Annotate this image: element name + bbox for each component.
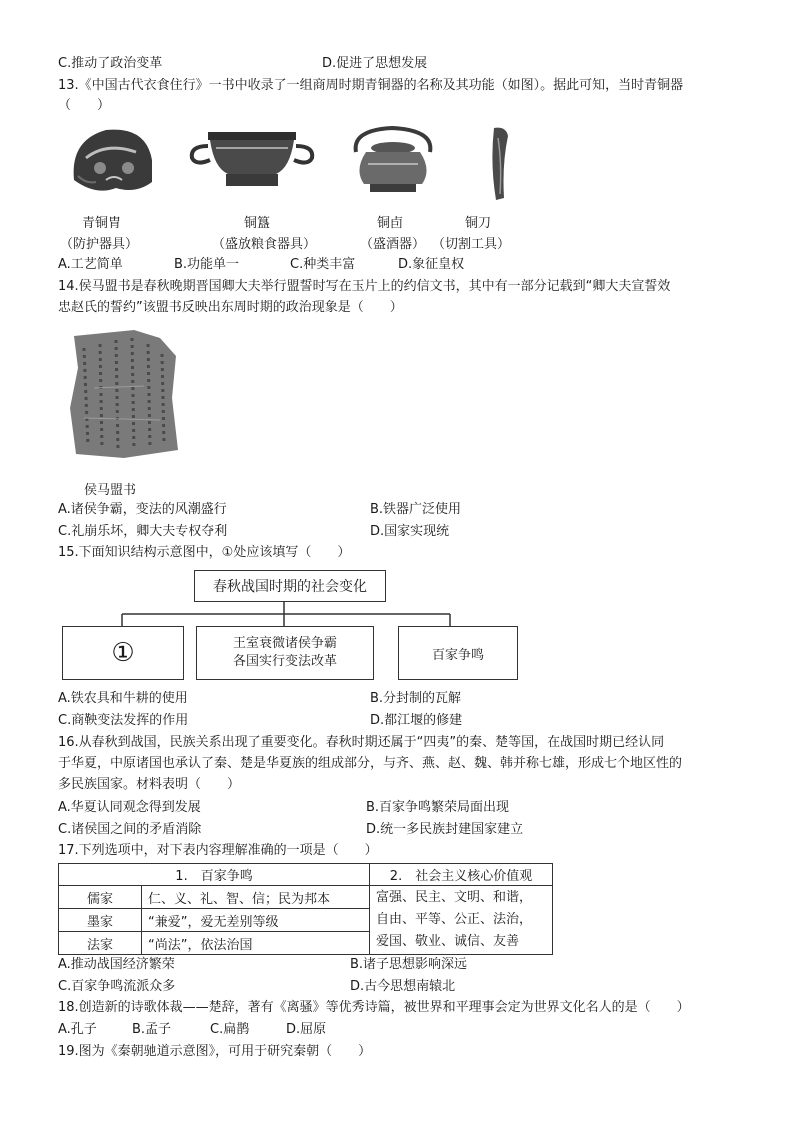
q18-stem: 18.创造新的诗歌体裁——楚辞，著有《离骚》等优秀诗篇，被世界和平理事会定为世界文化名人的是（ ） — [58, 1000, 690, 1015]
q13-option-d: D.象征皇权 — [398, 257, 465, 272]
q17-header-2: 2. 社会主义核心价值观 — [370, 864, 553, 886]
q15-right-box: 百家争鸣 — [398, 626, 518, 680]
q17-school-3: 法家 — [59, 932, 142, 955]
q17-option-c: C.百家争鸣流派众多 — [58, 979, 176, 994]
q15-option-a: A.铁农具和牛耕的使用 — [58, 691, 188, 706]
q13-option-c: C.种类丰富 — [290, 257, 356, 272]
q13-item-name-4: 铜刀 — [465, 216, 492, 231]
bronze-helmet-image — [66, 120, 158, 202]
q15-middle-box-line2: 各国实行变法改革 — [232, 654, 337, 669]
q17-idea-1: 仁、义、礼、智、信；民为邦本 — [142, 886, 370, 909]
q14-option-c: C.礼崩乐坏，卿大夫专权夺利 — [58, 524, 228, 539]
q17-idea-2: “兼爱”，爱无差别等级 — [142, 909, 370, 932]
q15-top-box: 春秋战国时期的社会变化 — [194, 570, 386, 602]
q13-item-use-3: （盛酒器） — [360, 237, 426, 252]
q12-option-d: D.促进了思想发展 — [322, 56, 428, 71]
q14-option-a: A.诸侯争霸，变法的风潮盛行 — [58, 502, 227, 517]
q19-stem: 19.图为《秦朝驰道示意图》，可用于研究秦朝（ ） — [58, 1044, 372, 1059]
q16-stem-line2: 于华夏，中原诸国也承认了秦、楚是华夏族的组成部分，与齐、燕、赵、魏、韩并称七雄，形成七个地区性的 — [58, 756, 683, 771]
q13-item-name-1: 青铜胄 — [82, 216, 122, 231]
q16-stem-line3: 多民族国家。材料表明（ ） — [58, 777, 241, 792]
q18-option-b: B.孟子 — [132, 1022, 172, 1037]
q13-stem-line1: 13.《中国古代衣食住行》一书中收录了一组商周时期青铜器的名称及其功能（如图）。据此可知，当时青铜器 — [58, 78, 684, 93]
q15-option-d: D.都江堰的修建 — [370, 713, 463, 728]
q15-middle-box — [196, 626, 374, 680]
q18-option-d: D.屈原 — [286, 1022, 327, 1037]
q15-left-box-blank: ① — [62, 626, 184, 680]
q17-core-values-cell — [370, 886, 553, 955]
q13-option-b: B.功能单一 — [174, 257, 240, 272]
q17-values-line1: 富强、民主、文明、和谐， — [376, 890, 533, 905]
q17-school-2: 墨家 — [59, 909, 142, 932]
bronze-you-wine-vessel-image — [342, 122, 444, 196]
q16-option-a: A.华夏认同观念得到发展 — [58, 800, 201, 815]
houma-covenant-tablet-image — [64, 328, 184, 460]
q13-item-use-1: （防护器具） — [60, 237, 139, 252]
q17-values-line3: 爱国、敬业、诚信、友善 — [376, 934, 520, 949]
q17-header-1: 1. 百家争鸣 — [59, 864, 370, 886]
q13-stem-line2: （ ） — [58, 98, 111, 113]
q17-option-b: B.诸子思想影响深远 — [350, 957, 468, 972]
q17-stem: 17.下列选项中，对下表内容理解准确的一项是（ ） — [58, 843, 378, 858]
q13-item-name-2: 铜簋 — [244, 216, 271, 231]
q16-option-b: B.百家争鸣繁荣局面出现 — [366, 800, 510, 815]
q17-school-1: 儒家 — [59, 886, 142, 909]
q17-option-a: A.推动战国经济繁荣 — [58, 957, 175, 972]
q15-middle-box-line1: 王室衰微诸侯争霸 — [232, 636, 337, 651]
q13-option-a: A.工艺简单 — [58, 257, 123, 272]
bronze-gui-vessel-image — [186, 128, 318, 192]
q15-option-c: C.商鞅变法发挥的作用 — [58, 713, 189, 728]
q17-option-d: D.古今思想南辕北 — [350, 979, 456, 994]
q13-item-name-3: 铜卣 — [377, 216, 404, 231]
q12-option-c: C.推动了政治变革 — [58, 56, 163, 71]
q17-idea-3: “尚法”，依法治国 — [142, 932, 370, 955]
q16-option-d: D.统一多民族封建国家建立 — [366, 822, 524, 837]
q16-option-c: C.诸侯国之间的矛盾消除 — [58, 822, 202, 837]
q18-option-c: C.扁鹊 — [210, 1022, 250, 1037]
q15-option-b: B.分封制的瓦解 — [370, 691, 462, 706]
q14-option-b: B.铁器广泛使用 — [370, 502, 462, 517]
q17-table — [58, 863, 553, 955]
q14-option-d: D.国家实现统 — [370, 524, 450, 539]
q15-stem: 15.下面知识结构示意图中，①处应该填写（ ） — [58, 545, 351, 560]
q14-image-caption: 侯马盟书 — [84, 483, 137, 498]
q17-values-line2: 自由、平等、公正、法治， — [376, 912, 533, 927]
q14-stem-line2: 忠赵氏的誓约”该盟书反映出东周时期的政治现象是（ ） — [58, 300, 403, 315]
q18-option-a: A.孔子 — [58, 1022, 97, 1037]
q13-item-use-4: （切割工具） — [432, 237, 511, 252]
table-row — [59, 886, 553, 909]
q14-stem-line1: 14.侯马盟书是春秋晚期晋国卿大夫举行盟誓时写在玉片上的约信文书，其中有一部分记载到“卿大夫宣誓效 — [58, 279, 671, 294]
q13-item-use-2: （盛放粮食器具） — [212, 237, 317, 252]
bronze-knife-image — [486, 124, 514, 204]
table-row — [59, 864, 553, 886]
q16-stem-line1: 16.从春秋到战国，民族关系出现了重要变化。春秋时期还属于“四夷”的秦、楚等国，在战国时期已经认同 — [58, 735, 665, 750]
